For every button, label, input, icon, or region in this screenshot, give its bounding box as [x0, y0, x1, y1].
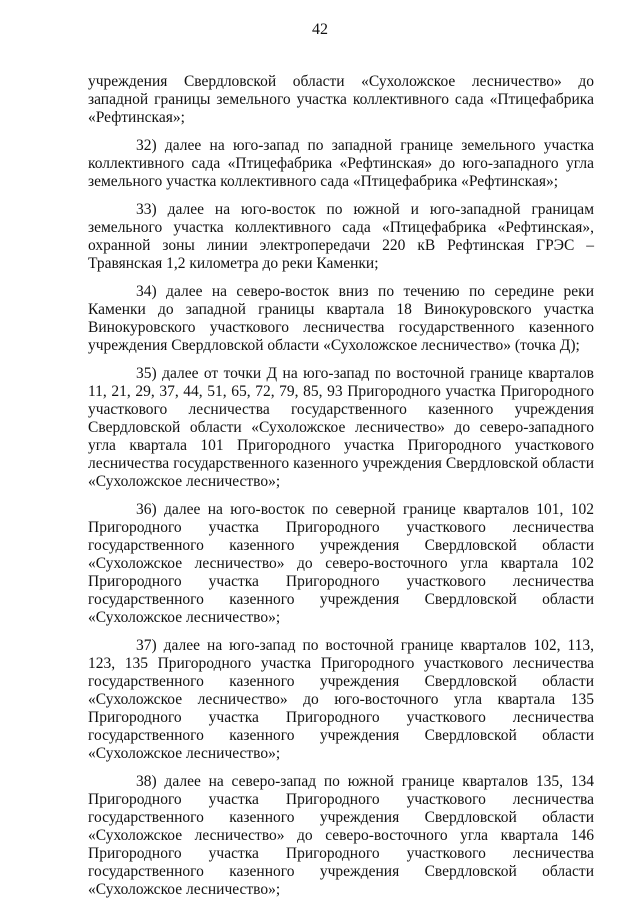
document-body	[88, 73, 594, 909]
paragraph-item-38: 38) далее на северо-запад по южной границе кварталов 135, 134 Пригородного участка Пригородного участкового лесничества государственного казенного учреждения Свердловской области «Сухоложское лесничество» до северо-восточного угла квартала 146 Пригородного участка Пригородного участкового лесничества государственного казенного учреждения Свердловской области «Сухоложское лесничество»;	[88, 773, 594, 898]
paragraph-item-37: 37) далее на юго-запад по восточной границе кварталов 102, 113, 123, 135 Пригородного участка Пригородного участкового лесничества государственного казенного учреждения Свердловской области «Сухоложское лесничество» до юго-восточного угла квартала 135 Пригородного участка Пригородного участкового лесничества государственного казенного учреждения Свердловской области «Сухоложское лесничество»;	[88, 637, 594, 762]
paragraph-item-34: 34) далее на северо-восток вниз по течению по середине реки Каменки до западной границы квартала 18 Винокуровского участка Винокуровского участкового лесничества государственного казенного учреждения Свердловской области «Сухоложское лесничество» (точка Д);	[88, 283, 594, 354]
paragraph-item-36: 36) далее на юго-восток по северной границе кварталов 101, 102 Пригородного участка Пригородного участкового лесничества государственного казенного учреждения Свердловской области «Сухоложское лесничество» до северо-восточного угла квартала 102 Пригородного участка Пригородного участкового лесничества государственного казенного учреждения Свердловской области «Сухоложское лесничество»;	[88, 501, 594, 626]
paragraph-item-35: 35) далее от точки Д на юго-запад по восточной границе кварталов 11, 21, 29, 37, 44, 51, 65, 72, 79, 85, 93 Пригородного участка Пригородного участкового лесничества государственного казенного учреждения Свердловской области «Сухоложское лесничество» до северо-западного угла квартала 101 Пригородного участка Пригородного участкового лесничества государственного казенного учреждения Свердловской области «Сухоложское лесничество»;	[88, 365, 594, 490]
paragraph-item-33: 33) далее на юго-восток по южной и юго-западной границам земельного участка коллективного сада «Птицефабрика «Рефтинская», охранной зоны линии электропередачи 220 кВ Рефтинская ГРЭС – Травянская 1,2 километра до реки Каменки;	[88, 201, 594, 272]
paragraph-continuation: учреждения Свердловской области «Сухоложское лесничество» до западной границы земельного участка коллективного сада «Птицефабрика «Рефтинская»;	[88, 73, 594, 126]
page-number: 42	[312, 21, 328, 38]
paragraph-item-32: 32) далее на юго-запад по западной границе земельного участка коллективного сада «Птицефабрика «Рефтинская» до юго-западного угла земельного участка коллективного сада «Птицефабрика «Рефтинская»;	[88, 137, 594, 190]
